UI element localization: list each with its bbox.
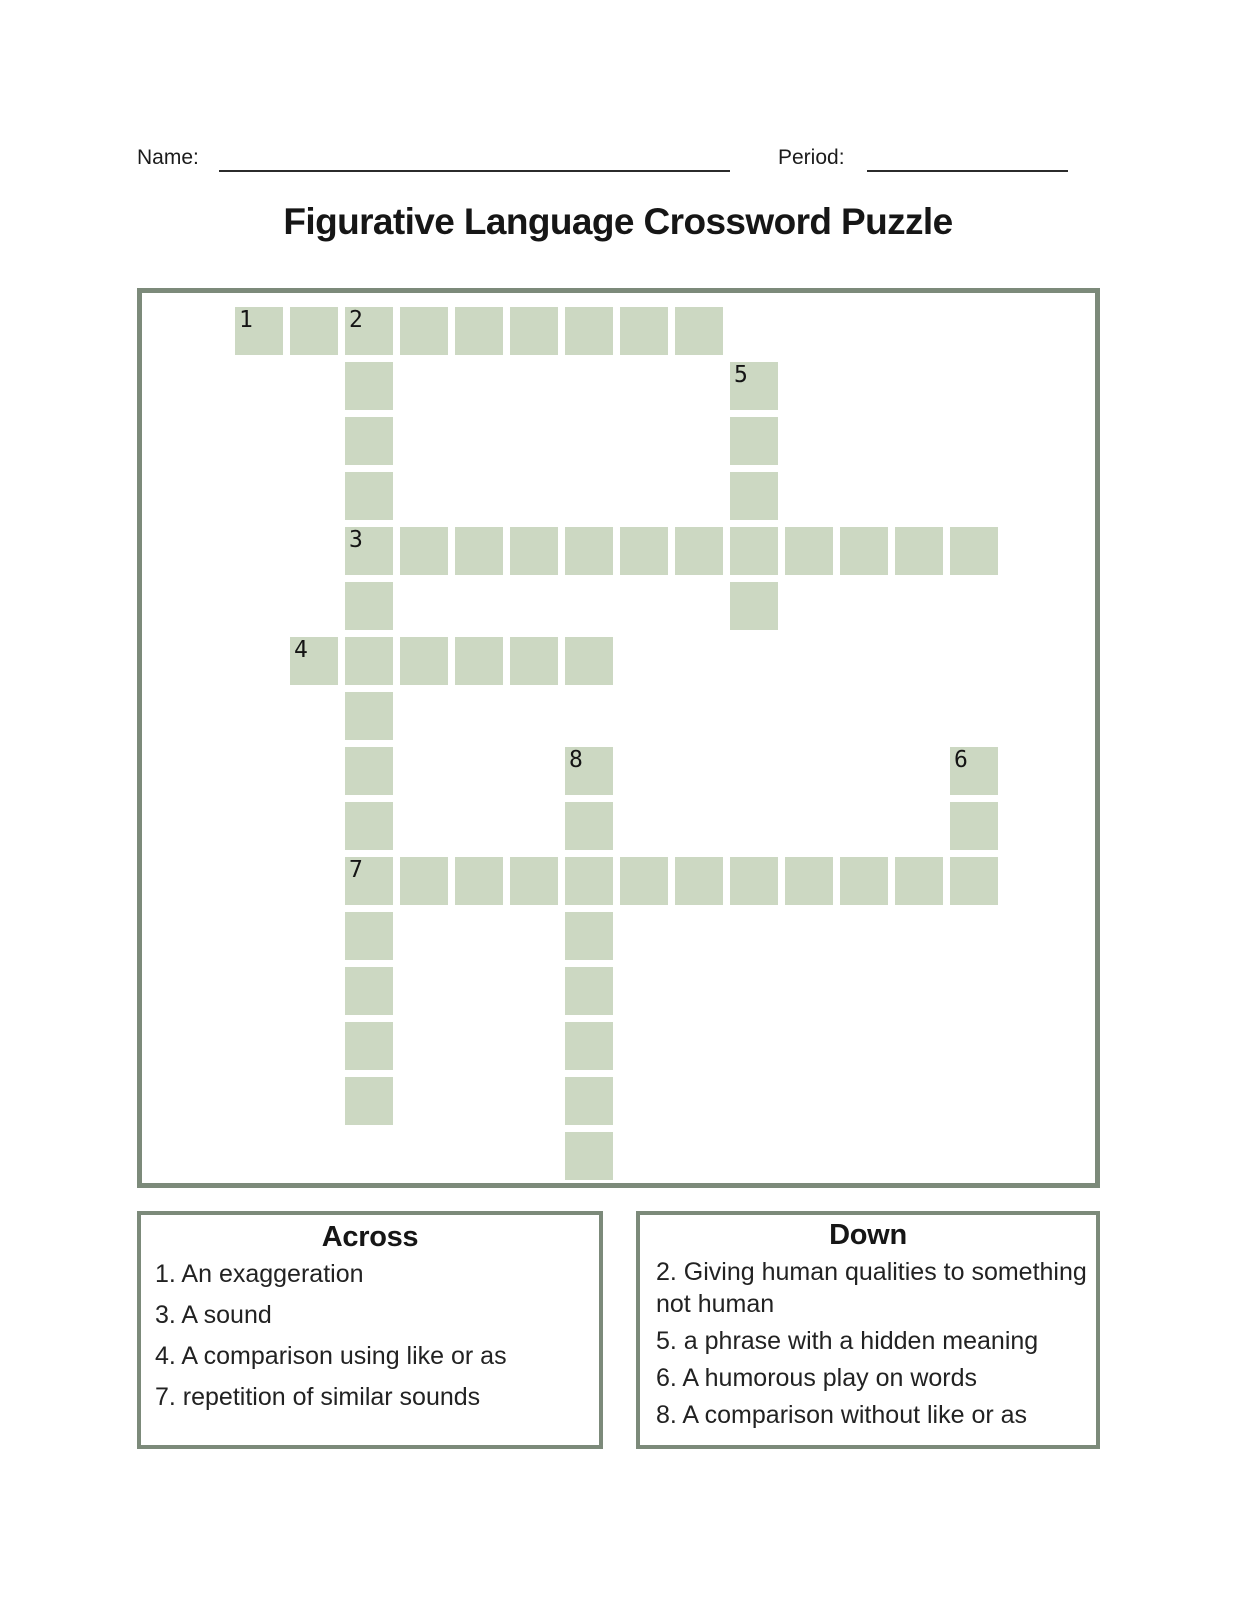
grid-cell[interactable] (565, 1022, 613, 1070)
grid-cell[interactable] (345, 582, 393, 630)
name-label: Name: (137, 146, 199, 169)
across-heading: Across (321, 1221, 419, 1253)
period-label: Period: (778, 146, 845, 169)
grid-cell-numbered[interactable] (950, 747, 998, 795)
grid-cell[interactable] (895, 857, 943, 905)
grid-cell[interactable] (565, 912, 613, 960)
grid-cell[interactable] (565, 967, 613, 1015)
cell-number: 1 (239, 307, 253, 333)
grid-cell[interactable] (455, 637, 503, 685)
cell-number: 6 (954, 747, 968, 773)
grid-cell[interactable] (730, 857, 778, 905)
grid-cell[interactable] (620, 307, 668, 355)
cell-number: 8 (569, 747, 583, 773)
grid-cell[interactable] (565, 857, 613, 905)
grid-cell[interactable] (620, 527, 668, 575)
grid-cell[interactable] (345, 802, 393, 850)
grid-cell-numbered[interactable] (730, 362, 778, 410)
grid-cell[interactable] (730, 582, 778, 630)
grid-cell[interactable] (345, 747, 393, 795)
grid-cell[interactable] (675, 857, 723, 905)
grid-cell-numbered[interactable] (235, 307, 283, 355)
grid-cell[interactable] (400, 637, 448, 685)
across-clue-list (141, 1259, 599, 1413)
grid-cell[interactable] (510, 637, 558, 685)
across-clues-box (137, 1211, 603, 1449)
down-clues-box (636, 1211, 1100, 1449)
cell-number: 5 (734, 362, 748, 388)
grid-cell[interactable] (730, 527, 778, 575)
grid-cell[interactable] (290, 307, 338, 355)
grid-cell-numbered[interactable] (565, 747, 613, 795)
cell-number: 2 (349, 307, 363, 333)
clue-item: 8. A comparison without like or as (656, 1401, 1028, 1429)
grid-cell-numbered[interactable] (345, 527, 393, 575)
clue-item: 6. A humorous play on words (656, 1364, 978, 1392)
grid-cell[interactable] (565, 527, 613, 575)
grid-cell[interactable] (565, 802, 613, 850)
clue-item: 4. A comparison using like or as (155, 1342, 507, 1370)
grid-cell[interactable] (455, 527, 503, 575)
grid-cell[interactable] (345, 1022, 393, 1070)
grid-cell[interactable] (950, 857, 998, 905)
grid-cell[interactable] (510, 527, 558, 575)
grid-cell[interactable] (345, 967, 393, 1015)
grid-cell[interactable] (400, 527, 448, 575)
name-blank-line[interactable] (219, 148, 730, 172)
grid-cell[interactable] (950, 802, 998, 850)
grid-cell[interactable] (785, 857, 833, 905)
grid-cell[interactable] (510, 307, 558, 355)
clue-item: 7. repetition of similar sounds (155, 1383, 481, 1411)
grid-cell-numbered[interactable] (345, 857, 393, 905)
grid-cell[interactable] (565, 1132, 613, 1180)
grid-cell[interactable] (785, 527, 833, 575)
grid-cell[interactable] (345, 362, 393, 410)
clue-item: 5. a phrase with a hidden meaning (656, 1327, 1039, 1355)
page-title: Figurative Language Crossword Puzzle (283, 201, 953, 242)
cell-number: 4 (294, 637, 308, 663)
grid-cell[interactable] (895, 527, 943, 575)
down-heading: Down (829, 1219, 907, 1251)
grid-cell[interactable] (345, 1077, 393, 1125)
grid-cell[interactable] (345, 692, 393, 740)
grid-cell[interactable] (565, 637, 613, 685)
grid-cell[interactable] (675, 307, 723, 355)
grid-cell[interactable] (345, 417, 393, 465)
grid-cell[interactable] (730, 417, 778, 465)
cell-number: 7 (349, 857, 363, 883)
period-blank-line[interactable] (867, 148, 1068, 172)
grid-cell[interactable] (730, 472, 778, 520)
grid-cell[interactable] (345, 637, 393, 685)
down-clue-list (640, 1256, 1096, 1431)
grid-cell[interactable] (510, 857, 558, 905)
grid-cell[interactable] (675, 527, 723, 575)
grid-cell[interactable] (345, 472, 393, 520)
grid-cell[interactable] (620, 857, 668, 905)
grid-cell[interactable] (840, 857, 888, 905)
clue-item: 1. An exaggeration (155, 1260, 364, 1288)
grid-cell[interactable] (400, 857, 448, 905)
grid-cell[interactable] (455, 857, 503, 905)
crossword-grid (137, 288, 1100, 1188)
grid-cell[interactable] (565, 1077, 613, 1125)
clue-item: 3. A sound (155, 1301, 272, 1329)
grid-cell[interactable] (950, 527, 998, 575)
grid-cell-numbered[interactable] (290, 637, 338, 685)
clue-item: 2. Giving human qualities to something not human (656, 1258, 1087, 1318)
grid-cell[interactable] (345, 912, 393, 960)
grid-cell-numbered[interactable] (345, 307, 393, 355)
grid-cell[interactable] (565, 307, 613, 355)
grid-cell[interactable] (840, 527, 888, 575)
cell-number: 3 (349, 527, 363, 553)
grid-cell[interactable] (455, 307, 503, 355)
grid-cell[interactable] (400, 307, 448, 355)
